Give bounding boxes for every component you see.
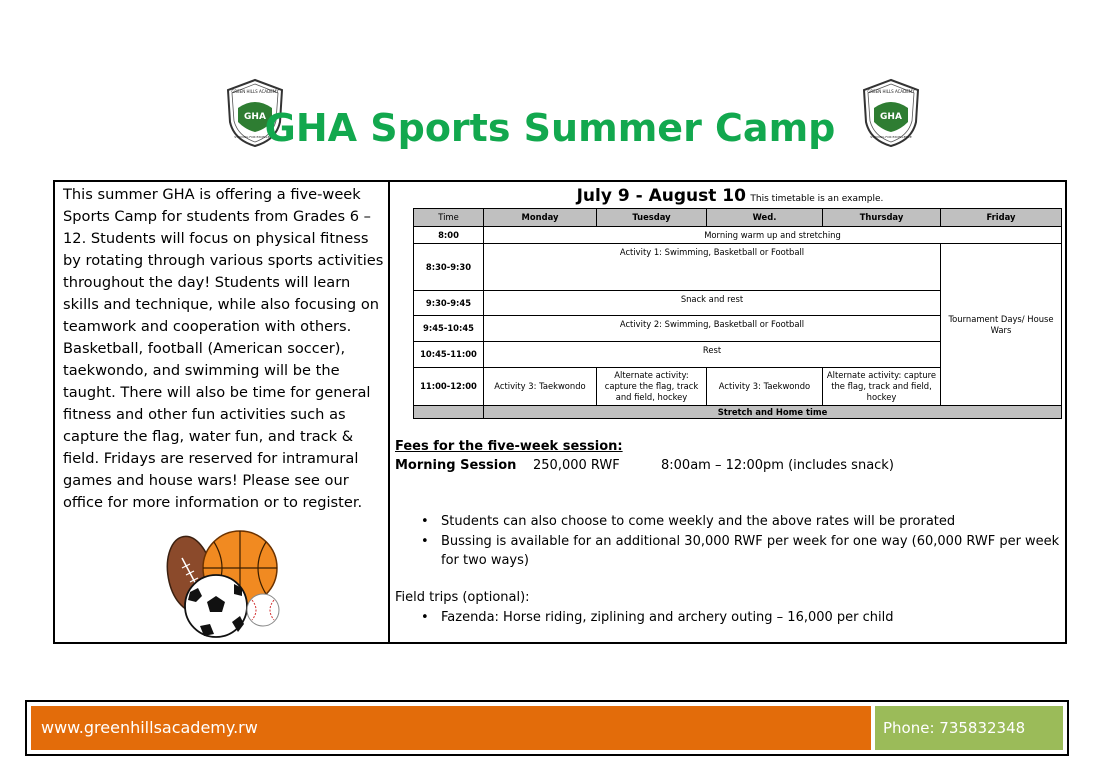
svg-text:GHA: GHA (244, 112, 266, 122)
activity-cell: Stretch and Home time (484, 406, 1062, 419)
column-header: Monday (484, 209, 597, 227)
field-trips-label: Field trips (optional): (395, 590, 530, 605)
column-header: Time (414, 209, 484, 227)
time-cell: 9:30-9:45 (414, 291, 484, 316)
time-cell: 11:00-12:00 (414, 368, 484, 406)
column-header: Wed. (707, 209, 823, 227)
session-label: Morning Session (395, 458, 517, 473)
session-price: 250,000 RWF (533, 458, 620, 473)
svg-text:GREEN HILLS ACADEMY: GREEN HILLS ACADEMY (231, 89, 279, 94)
activity-cell: Alternate activity: capture the flag, track and field, hockey (823, 368, 941, 406)
svg-text:GREEN HILLS ACADEMY: GREEN HILLS ACADEMY (867, 89, 915, 94)
activity-cell: Morning warm up and stretching (484, 227, 1062, 244)
footer (25, 700, 1069, 756)
table-row (414, 244, 1062, 291)
intro-paragraph: This summer GHA is offering a five-week Sports Camp for students from Grades 6 – 12. Students will focus on physical fitness by rotating through various sports activities throughout the day! Students will learn skills and technique, while also focusing on teamwork and cooperation with others. Basketball, football (American soccer), taekwondo, and swimming will be the taught. There will also be time for general fitness and other fun activities such as capture the flag, water fun, and track & field. Fridays are reserved for intramural games and house wars! Please see our office for more information or to register. (63, 186, 384, 511)
activity-cell: Activity 1: Swimming, Basketball or Football (484, 244, 941, 291)
list-item: • Bussing is available for an additional 30,000 RWF per week for one way (60,000 RWF per week for two ways) (421, 532, 1061, 571)
website-link[interactable]: www.greenhillsacademy.rw (31, 706, 871, 750)
fees-section (395, 437, 1065, 475)
activity-cell: Activity 2: Swimming, Basketball or Football (484, 316, 941, 342)
schedule-title: July 9 - August 10 (576, 186, 746, 206)
page-title: GHA Sports Summer Camp (264, 106, 836, 150)
activity-cell: Activity 3: Taekwondo (484, 368, 597, 406)
info-bullet-list (421, 512, 1061, 571)
activity-cell: Snack and rest (484, 291, 941, 316)
list-item: • Fazenda: Horse riding, ziplining and archery outing – 16,000 per child (395, 608, 1065, 628)
schedule-note: This timetable is an example. (750, 194, 884, 204)
activity-cell: Alternate activity: capture the flag, track and field, hockey (597, 368, 707, 406)
table-header-row (414, 209, 1062, 227)
time-cell: 10:45-11:00 (414, 342, 484, 368)
schedule-header (395, 186, 1065, 206)
svg-text:STRIVING FOR EXCELLENCE: STRIVING FOR EXCELLENCE (234, 135, 276, 139)
svg-text:GHA: GHA (880, 112, 902, 122)
time-cell-empty (414, 406, 484, 419)
time-cell: 8:00 (414, 227, 484, 244)
field-trips-section (395, 588, 1065, 627)
svg-text:STRIVING FOR EXCELLENCE: STRIVING FOR EXCELLENCE (870, 135, 912, 139)
time-cell: 9:45-10:45 (414, 316, 484, 342)
activity-cell: Rest (484, 342, 941, 368)
column-header: Tuesday (597, 209, 707, 227)
column-header: Friday (941, 209, 1062, 227)
column-divider (388, 182, 390, 642)
schedule-column (395, 182, 1065, 642)
table-row (414, 406, 1062, 419)
time-cell: 8:30-9:30 (414, 244, 484, 291)
timetable (413, 208, 1062, 419)
column-header: Thursday (823, 209, 941, 227)
session-hours: 8:00am – 12:00pm (includes snack) (661, 458, 894, 473)
list-item: • Students can also choose to come weekly and the above rates will be prorated (421, 512, 1061, 532)
sports-balls-illustration (160, 530, 285, 640)
phone-number: Phone: 735832348 (875, 706, 1063, 750)
content-box (53, 180, 1067, 644)
friday-cell: Tournament Days/ House Wars (941, 244, 1062, 406)
table-row (414, 227, 1062, 244)
fees-title: Fees for the five-week session: (395, 439, 623, 454)
activity-cell: Activity 3: Taekwondo (707, 368, 823, 406)
fees-row (395, 456, 1065, 475)
